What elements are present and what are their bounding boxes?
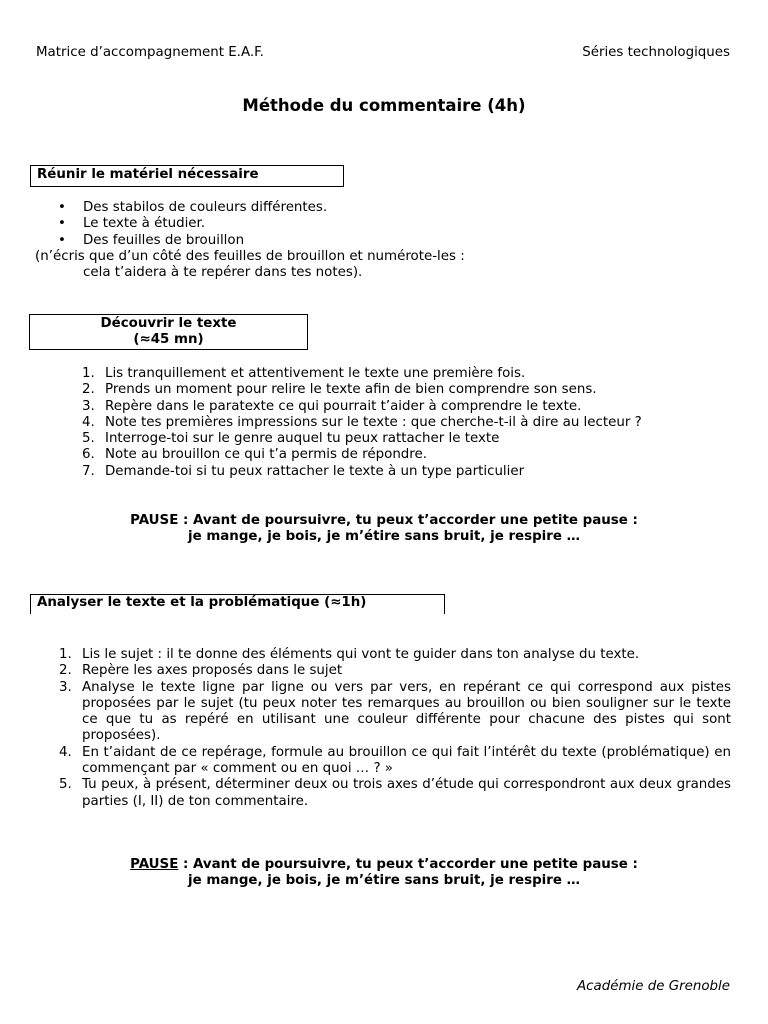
list-item: 5. Tu peux, à présent, déterminer deux ou trois axes d’étude qui correspondront aux deux grandes parties (I, II) de ton commentaire.	[59, 777, 731, 809]
list-item: 3. Analyse le texte ligne par ligne ou vers par vers, en repérant ce qui correspond aux pistes proposées par le sujet (tu peux noter tes remarques au brouillon ou bien souligner sur le texte ce que tu as repéré en utilisant une couleur différente pour chacune des pistes qui sont proposées).	[59, 679, 731, 744]
pause-line-1	[0, 857, 768, 873]
list-item: 2. Prends un moment pour relire le texte afin de bien comprendre son sens.	[82, 382, 597, 398]
pause-line-1: PAUSE : Avant de poursuivre, tu peux t’accorder une petite pause :	[130, 513, 638, 528]
pause-rest: : Avant de poursuivre, tu peux t’accorder une petite pause :	[178, 857, 638, 872]
pause-note-1	[0, 513, 768, 546]
list-item: • Des feuilles de brouillon	[58, 232, 245, 248]
list-item: • Des stabilos de couleurs différentes.	[58, 200, 328, 215]
list-item: 7. Demande-toi si tu peux rattacher le texte à un type particulier	[82, 463, 525, 479]
analysis-steps-list	[59, 647, 731, 810]
list-item: • Le texte à étudier.	[58, 216, 206, 232]
header-right: Séries technologiques	[582, 45, 730, 60]
note-line-1: (n’écris que d’un côté des feuilles de brouillon et numérote-les :	[35, 249, 465, 264]
pause-line-2: je mange, je bois, je m’étire sans bruit, je respire …	[187, 529, 581, 545]
bullet-icon: •	[58, 216, 66, 232]
list-item: 1. Lis tranquillement et attentivement le texte une première fois.	[82, 366, 526, 381]
section-heading-analyser: Analyser le texte et la problématique (≈1h)	[30, 594, 445, 614]
list-item: 5. Interroge-toi sur le genre auquel tu peux rattacher le texte	[82, 431, 500, 447]
header-left: Matrice d’accompagnement E.A.F.	[36, 45, 264, 60]
footer-institution: Académie de Grenoble	[577, 979, 730, 994]
materials-list	[58, 200, 327, 249]
list-item: 4. En t’aidant de ce repérage, formule au brouillon ce qui fait l’intérêt du texte (problématique) en commençant par « comment ou en quoi … ? »	[59, 744, 731, 777]
list-item: 3. Repère dans le paratexte ce qui pourrait t’aider à comprendre le texte.	[82, 398, 582, 414]
discover-steps-list	[82, 366, 642, 480]
list-item: 6. Note au brouillon ce qui t’a permis de répondre.	[82, 447, 428, 463]
bullet-icon: •	[58, 200, 66, 215]
pause-line-2: je mange, je bois, je m’étire sans bruit, je respire …	[187, 873, 581, 889]
section-heading-materiel: Réunir le matériel nécessaire	[30, 165, 344, 187]
page-title: Méthode du commentaire (4h)	[242, 96, 526, 115]
note-line-2: cela t’aidera à te repérer dans tes notes).	[83, 265, 363, 280]
pause-note-2	[0, 857, 768, 890]
bullet-icon: •	[58, 232, 66, 248]
pause-word: PAUSE	[130, 857, 179, 872]
list-item: 2. Repère les axes proposés dans le sujet	[59, 663, 343, 679]
heading-line-1: Découvrir le texte	[100, 316, 237, 331]
heading-line-2: (≈45 mn)	[133, 332, 204, 348]
list-item: 1. Lis le sujet : il te donne des éléments qui vont te guider dans ton analyse du texte.	[59, 647, 640, 662]
section-heading-decouvrir	[29, 314, 308, 350]
list-item: 4. Note tes premières impressions sur le texte : que cherche-t-il à dire au lecteur ?	[82, 414, 642, 430]
